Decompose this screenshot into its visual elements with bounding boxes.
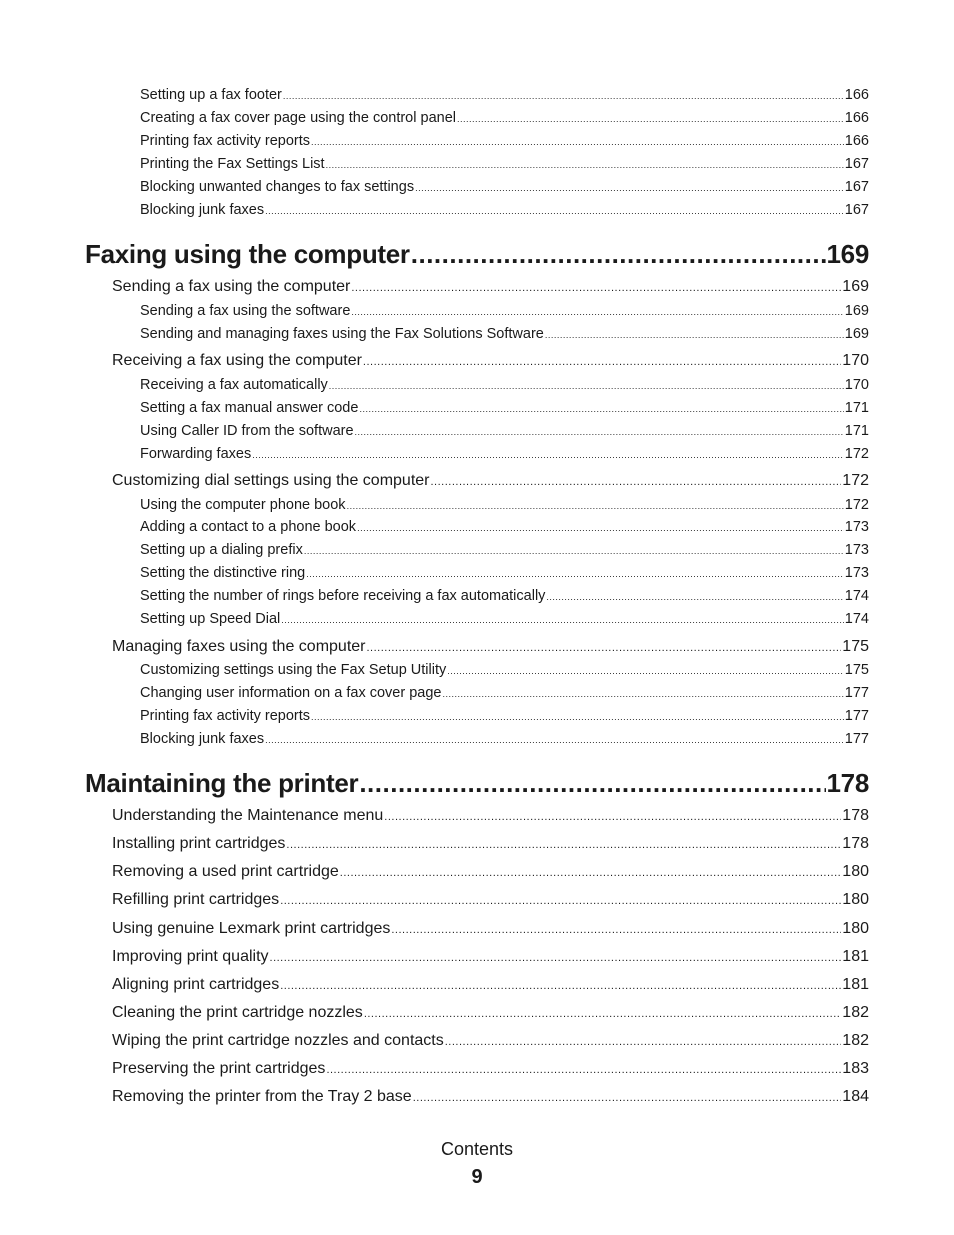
dot-leader [363, 356, 841, 368]
toc-entry-title: Sending a fax using the computer [112, 278, 351, 295]
toc-entry[interactable] [140, 708, 869, 724]
toc-entry-title: Setting the distinctive ring [140, 565, 306, 581]
dot-leader [384, 811, 841, 823]
toc-entry-page: 178 [842, 835, 869, 852]
dot-leader [445, 1036, 842, 1048]
dot-leader [265, 206, 844, 216]
dot-leader [351, 282, 841, 294]
toc-section[interactable] [112, 472, 869, 490]
toc-entry-title: Preserving the print cartridges [112, 1060, 326, 1077]
toc-chapter-heading[interactable] [85, 239, 869, 270]
toc-entry-page: 166 [844, 87, 869, 103]
toc-section[interactable] [112, 352, 869, 370]
toc-entry-page: 173 [844, 542, 869, 558]
footer-page-number: 9 [471, 1166, 483, 1188]
toc-entry-page: 169 [844, 326, 869, 342]
toc-entry[interactable] [140, 565, 869, 581]
toc-entry[interactable] [140, 179, 869, 195]
toc-entry-page: 174 [844, 611, 869, 627]
toc-entry-page: 180 [842, 891, 869, 908]
toc-entry-title: Changing user information on a fax cover page [140, 685, 442, 701]
dot-leader [415, 183, 844, 193]
toc-entry-page: 166 [844, 110, 869, 126]
toc-entry-title: Using genuine Lexmark print cartridges [112, 920, 391, 937]
toc-entry[interactable] [140, 303, 869, 319]
toc-entry-page: 175 [844, 662, 869, 678]
toc-entry-page: 173 [844, 565, 869, 581]
toc-entry-page: 182 [842, 1004, 869, 1021]
toc-entry[interactable] [140, 497, 869, 513]
toc-entry-title: Wiping the print cartridge nozzles and contacts [112, 1032, 444, 1049]
toc-section[interactable] [112, 976, 869, 994]
toc-chapter-heading[interactable] [85, 768, 869, 799]
toc-entry-page: 170 [844, 377, 869, 393]
dot-leader [306, 569, 844, 579]
toc-entry[interactable] [140, 662, 869, 678]
toc-entry-title: Customizing settings using the Fax Setup Utility [140, 662, 447, 678]
toc-entry[interactable] [140, 110, 869, 126]
toc-entry[interactable] [140, 400, 869, 416]
toc-entry[interactable] [140, 588, 869, 604]
toc-entry-title: Customizing dial settings using the computer [112, 472, 430, 489]
dot-leader [283, 91, 844, 101]
toc-entry-page: 183 [842, 1060, 869, 1077]
toc-entry[interactable] [140, 326, 869, 342]
toc-entry-title: Aligning print cartridges [112, 976, 280, 993]
dot-leader [391, 924, 841, 936]
toc-entry-title: Printing fax activity reports [140, 708, 311, 724]
toc-entry[interactable] [140, 156, 869, 172]
dot-leader [280, 980, 841, 992]
toc-entry-title: Maintaining the printer [85, 768, 359, 798]
toc-entry[interactable] [140, 446, 869, 462]
toc-section[interactable] [112, 1060, 869, 1078]
toc-entry-title: Blocking junk faxes [140, 202, 265, 218]
toc-entry-title: Setting up a fax footer [140, 87, 282, 103]
toc-entry[interactable] [140, 731, 869, 747]
toc-section[interactable] [112, 638, 869, 656]
toc-entry-title: Adding a contact to a phone book [140, 519, 357, 535]
toc-section[interactable] [112, 807, 869, 825]
toc-entry-page: 182 [842, 1032, 869, 1049]
toc-entry-title: Understanding the Maintenance menu [112, 807, 384, 824]
dot-leader [311, 712, 844, 722]
toc-entry-title: Setting a fax manual answer code [140, 400, 359, 416]
toc-entry-page: 175 [842, 638, 869, 655]
toc-entry-title: Faxing using the computer [85, 239, 410, 269]
toc-entry-page: 178 [842, 807, 869, 824]
toc-section[interactable] [112, 835, 869, 853]
dot-leader [447, 666, 844, 676]
toc-entry-title: Setting the number of rings before receiving a fax automatically [140, 588, 546, 604]
toc-entry-title: Blocking junk faxes [140, 731, 265, 747]
footer-section-label: Contents [440, 1139, 514, 1159]
toc-entry[interactable] [140, 133, 869, 149]
toc-entry[interactable] [140, 519, 869, 535]
toc-entry-page: 177 [844, 731, 869, 747]
toc-entry-title: Removing the printer from the Tray 2 base [112, 1088, 412, 1105]
dot-leader [357, 523, 844, 533]
toc-entry-title: Sending and managing faxes using the Fax Solutions Software [140, 326, 544, 342]
toc-entry-page: 178 [826, 768, 869, 798]
dot-leader [457, 114, 844, 124]
toc-entry-page: 180 [842, 920, 869, 937]
toc-entry-title: Blocking unwanted changes to fax settings [140, 179, 415, 195]
dot-leader [270, 952, 842, 964]
toc-entry[interactable] [140, 202, 869, 218]
toc-entry-title: Sending a fax using the software [140, 303, 351, 319]
dot-leader [326, 160, 844, 170]
dot-leader [329, 381, 844, 391]
toc-entry-title: Improving print quality [112, 948, 269, 965]
dot-leader [546, 592, 843, 602]
dot-leader [364, 1008, 841, 1020]
toc-section[interactable] [112, 920, 869, 938]
toc-entry[interactable] [140, 611, 869, 627]
dot-leader [304, 546, 844, 556]
toc-entry-title: Managing faxes using the computer [112, 638, 366, 655]
toc-entry-page: 171 [844, 400, 869, 416]
toc-section[interactable] [112, 278, 869, 296]
dot-leader [311, 137, 844, 147]
toc-entry-title: Printing the Fax Settings List [140, 156, 325, 172]
toc-entry-title: Setting up a dialing prefix [140, 542, 303, 558]
toc-entry-title: Using the computer phone book [140, 497, 346, 513]
dot-leader [326, 1064, 841, 1076]
toc-entry-title: Printing fax activity reports [140, 133, 311, 149]
dot-leader [413, 1092, 842, 1104]
toc-entry[interactable] [140, 542, 869, 558]
toc-entry[interactable] [140, 685, 869, 701]
toc-entry-title: Using Caller ID from the software [140, 423, 354, 439]
toc-entry-page: 172 [842, 472, 869, 489]
dot-leader [351, 307, 843, 317]
dot-leader [286, 839, 841, 851]
toc-entry-page: 180 [842, 863, 869, 880]
toc-entry-page: 169 [826, 239, 869, 269]
toc-entry-page: 167 [844, 156, 869, 172]
dot-leader [545, 330, 844, 340]
toc-entry-title: Cleaning the print cartridge nozzles [112, 1004, 363, 1021]
dot-leader [265, 735, 844, 745]
toc-entry-page: 172 [844, 446, 869, 462]
dot-leader [340, 867, 842, 879]
toc-entry-page: 171 [844, 423, 869, 439]
toc-entry-title: Receiving a fax using the computer [112, 352, 362, 369]
dot-leader [359, 404, 843, 414]
toc-entry-page: 181 [842, 948, 869, 965]
dot-leader [359, 768, 825, 799]
toc-entry-title: Installing print cartridges [112, 835, 286, 852]
toc-entry-page: 169 [844, 303, 869, 319]
dot-leader [355, 427, 844, 437]
toc-section[interactable] [112, 891, 869, 909]
toc-entry-page: 174 [844, 588, 869, 604]
toc-entry-title: Creating a fax cover page using the control panel [140, 110, 456, 126]
toc-entry-page: 167 [844, 202, 869, 218]
toc-entry-title: Receiving a fax automatically [140, 377, 328, 393]
toc-entry-title: Refilling print cartridges [112, 891, 280, 908]
toc-entry-page: 177 [844, 685, 869, 701]
toc-entry-page: 177 [844, 708, 869, 724]
toc-entry-page: 169 [842, 278, 869, 295]
dot-leader [411, 239, 826, 270]
toc-entry[interactable] [140, 87, 869, 103]
toc-section[interactable] [112, 1088, 869, 1106]
toc-section[interactable] [112, 1032, 869, 1050]
toc-entry-page: 166 [844, 133, 869, 149]
toc-entry-title: Removing a used print cartridge [112, 863, 339, 880]
dot-leader [366, 642, 841, 654]
dot-leader [281, 615, 844, 625]
toc-section[interactable] [112, 1004, 869, 1022]
toc-entry-page: 173 [844, 519, 869, 535]
toc-section[interactable] [112, 948, 869, 966]
toc-entry-page: 184 [842, 1088, 869, 1105]
dot-leader [280, 895, 841, 907]
dot-leader [442, 689, 843, 699]
dot-leader [252, 450, 844, 460]
toc-entry[interactable] [140, 377, 869, 393]
toc-entry-title: Setting up Speed Dial [140, 611, 281, 627]
dot-leader [431, 476, 842, 488]
toc-section[interactable] [112, 863, 869, 881]
toc-entry-title: Forwarding faxes [140, 446, 252, 462]
toc-entry[interactable] [140, 423, 869, 439]
toc-entry-page: 167 [844, 179, 869, 195]
toc-entry-page: 181 [842, 976, 869, 993]
toc-entry-page: 172 [844, 497, 869, 513]
toc-entry-page: 170 [842, 352, 869, 369]
dot-leader [347, 501, 844, 511]
